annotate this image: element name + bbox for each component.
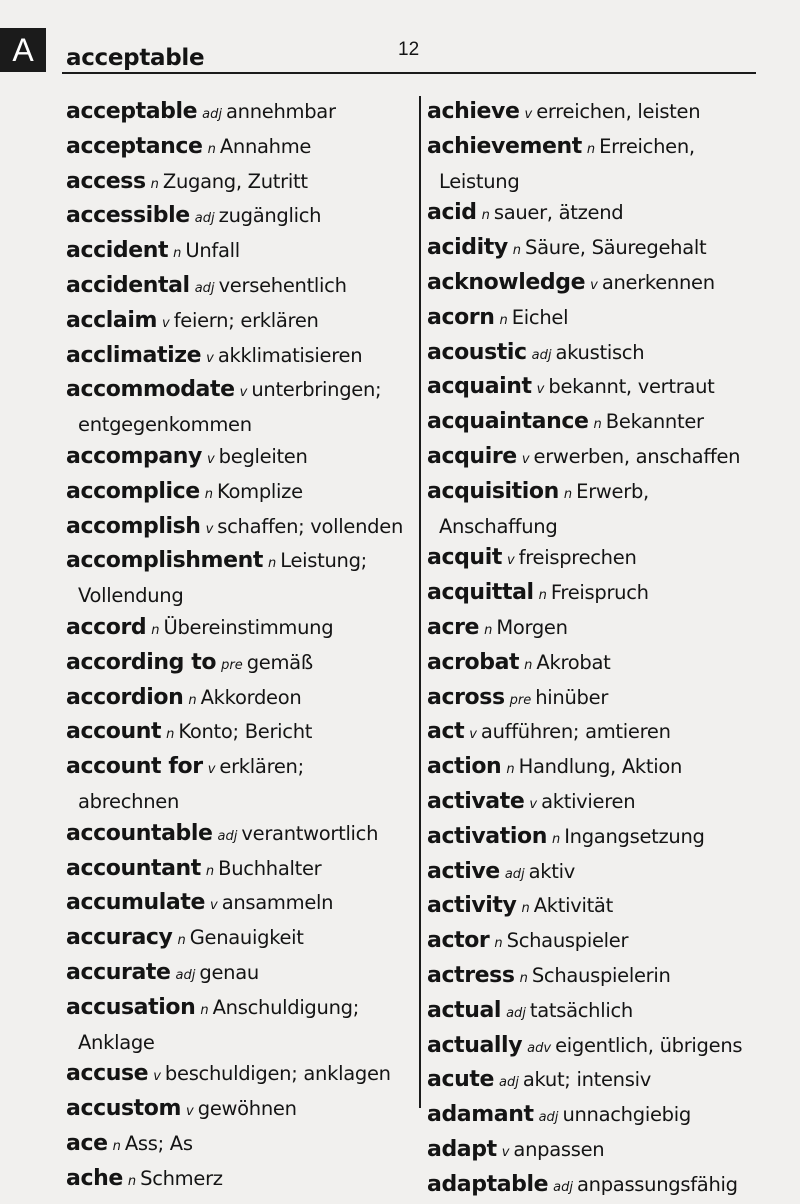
entry-word: acid — [427, 200, 477, 226]
entry-pos: n — [586, 141, 596, 157]
dictionary-entry — [66, 511, 414, 546]
entry-pos: n — [499, 312, 508, 328]
entry-word: across — [427, 684, 505, 710]
dictionary-entry — [427, 302, 793, 337]
entry-pos: n — [484, 622, 493, 638]
entry-pos: n — [166, 727, 175, 743]
entry-translation: versehentlich — [218, 273, 347, 297]
entry-word: accidental — [66, 272, 190, 298]
entry-word: accomplice — [66, 478, 200, 504]
entry-translation: Komplize — [217, 479, 303, 503]
entry-translation: akustisch — [555, 340, 645, 364]
right-column — [427, 96, 793, 1204]
dictionary-entry — [427, 786, 793, 821]
dictionary-entry — [427, 821, 793, 856]
entry-translation: Aktivität — [533, 894, 613, 918]
entry-word: according to — [66, 649, 217, 675]
dictionary-entry — [427, 96, 793, 131]
entry-word: acclimatize — [66, 342, 202, 368]
dictionary-entry — [427, 1134, 793, 1169]
dictionary-entry — [427, 1099, 793, 1134]
entry-translation: Erwerb, — [576, 479, 649, 503]
entry-word: acclaim — [66, 307, 157, 333]
dictionary-entry — [66, 853, 414, 888]
entry-pos: adj — [504, 866, 525, 882]
entry-translation: gewöhnen — [197, 1097, 297, 1121]
dictionary-entry — [66, 818, 414, 853]
entry-pos: n — [593, 417, 602, 433]
entry-translation: eigentlich, übrigens — [555, 1033, 743, 1057]
entry-pos: n — [538, 588, 547, 604]
entry-pos: n — [481, 208, 490, 224]
entry-word: accurate — [66, 959, 171, 985]
entry-word: acquire — [427, 443, 517, 469]
dictionary-entry — [427, 751, 793, 786]
entry-pos: v — [524, 107, 533, 122]
entry-pos: v — [206, 350, 214, 366]
entry-word: actress — [427, 962, 515, 988]
dictionary-entry — [66, 887, 414, 922]
entry-translation: beschuldigen; anklagen — [164, 1062, 391, 1086]
dictionary-entry — [66, 441, 414, 476]
entry-pos: n — [205, 863, 215, 879]
entry-word: accomplish — [66, 513, 201, 539]
entry-pos: adv — [527, 1040, 552, 1056]
entry-pos: adj — [217, 828, 238, 844]
entry-translation-continued: Vollendung — [78, 584, 184, 608]
entry-word: accuse — [66, 1061, 149, 1087]
dictionary-entry — [66, 166, 414, 201]
dictionary-entry — [66, 957, 414, 992]
dictionary-entry — [66, 1093, 414, 1128]
entry-word: accomplishment — [66, 548, 263, 574]
entry-word: active — [427, 858, 500, 884]
entry-translation: Handlung, Aktion — [518, 755, 683, 779]
dictionary-entry — [66, 340, 414, 375]
dictionary-entry — [427, 131, 793, 166]
entry-pos: adj — [553, 1179, 574, 1195]
dictionary-entry — [427, 232, 793, 267]
entry-word: activity — [427, 893, 517, 919]
entry-translation: begleiten — [218, 444, 308, 468]
entry-pos: n — [204, 486, 214, 502]
entry-word: accustom — [66, 1096, 182, 1122]
entry-translation: aktivieren — [541, 789, 636, 813]
entry-pos: n — [173, 246, 182, 262]
entry-translation: ansammeln — [221, 891, 334, 915]
entry-pos: adj — [194, 211, 215, 227]
dictionary-entry — [427, 542, 793, 577]
entry-pos: v — [207, 762, 216, 778]
entry-pos: n — [177, 933, 186, 949]
dictionary-entry — [66, 647, 414, 682]
entry-pos: v — [536, 382, 545, 398]
entry-translation: Konto; Bericht — [178, 720, 313, 744]
entry-pos: v — [469, 727, 477, 743]
entry-word: activate — [427, 788, 525, 814]
entry-translation: unterbringen; — [251, 378, 382, 402]
entry-word: accountant — [66, 855, 201, 881]
entry-translation: zugänglich — [218, 204, 322, 228]
entry-word: accessible — [66, 203, 190, 229]
dictionary-entry — [427, 716, 793, 751]
entry-translation: Freispruch — [550, 581, 649, 605]
entry-translation: anpassungsfähig — [577, 1172, 738, 1196]
dictionary-entry — [66, 1128, 414, 1163]
entry-translation: Leistung; — [280, 549, 367, 573]
dictionary-entry — [66, 1058, 414, 1093]
dictionary-entry — [427, 925, 793, 960]
entry-translation: Annahme — [219, 134, 312, 158]
entry-pos: v — [186, 1104, 194, 1120]
entry-pos: v — [506, 553, 515, 569]
entry-word: accumulate — [66, 890, 206, 916]
entry-translation: genau — [199, 960, 259, 984]
entry-word: acute — [427, 1067, 494, 1093]
entry-translation: Zugang, Zutritt — [162, 169, 308, 193]
entry-pos: pre — [221, 657, 243, 673]
dictionary-entry — [427, 1169, 793, 1204]
dictionary-entry — [427, 960, 793, 995]
entry-translation: hinüber — [535, 685, 609, 709]
entry-translation: Schmerz — [140, 1166, 223, 1190]
entry-word: acquisition — [427, 478, 559, 504]
dictionary-entry — [427, 197, 793, 232]
entry-translation: feiern; erklären — [173, 308, 319, 332]
entry-word: account for — [66, 754, 203, 780]
entry-word: accord — [66, 614, 147, 640]
entry-word: acceptance — [66, 133, 203, 159]
entry-pos: adj — [538, 1110, 559, 1126]
entry-pos: n — [521, 901, 530, 917]
dictionary-entry — [427, 577, 793, 612]
entry-translation: annehmbar — [226, 100, 336, 123]
dictionary-entry — [427, 267, 793, 302]
entry-pos: v — [206, 451, 215, 467]
entry-pos: adj — [506, 1005, 526, 1021]
entry-translation: Ass; As — [124, 1131, 193, 1155]
entry-translation: Morgen — [496, 615, 568, 639]
entry-word: activation — [427, 823, 547, 849]
entry-word: actual — [427, 997, 502, 1023]
entry-word: accuracy — [66, 925, 173, 951]
dictionary-entry — [427, 612, 793, 647]
entry-pos: v — [590, 277, 598, 293]
dictionary-entry — [427, 406, 793, 441]
entry-translation: unnachgiebig — [562, 1103, 691, 1127]
entry-translation: Buchhalter — [218, 856, 322, 880]
dictionary-entry — [427, 1030, 793, 1065]
entry-translation: schaffen; vollenden — [217, 514, 404, 538]
entry-word: accommodate — [66, 377, 235, 403]
entry-translation-continued: entgegenkommen — [78, 413, 252, 437]
left-column — [66, 96, 414, 1198]
entry-translation: bekannt, vertraut — [548, 375, 715, 399]
entry-pos: v — [210, 898, 218, 914]
entry-pos: v — [521, 451, 530, 467]
entry-pos: n — [563, 486, 573, 502]
dictionary-entry — [66, 235, 414, 270]
entry-translation: Unfall — [185, 239, 240, 263]
entry-pos: v — [153, 1069, 161, 1085]
entry-translation: erwerben, anschaffen — [533, 444, 741, 468]
entry-translation: aufführen; amtieren — [480, 720, 671, 744]
entry-word: ache — [66, 1165, 123, 1191]
entry-translation: Übereinstimmung — [163, 615, 334, 639]
entry-pos: n — [494, 936, 503, 952]
entry-translation: akklimatisieren — [217, 343, 363, 367]
dictionary-entry — [66, 96, 414, 131]
letter-tab: A — [0, 28, 46, 72]
entry-translation-continued: abrechnen — [78, 789, 180, 813]
entry-pos: adj — [194, 280, 215, 296]
entry-translation: Eichel — [511, 305, 569, 329]
dictionary-entry — [427, 995, 793, 1030]
dictionary-entry — [66, 992, 414, 1027]
entry-pos: v — [161, 315, 170, 331]
entry-word: accompany — [66, 443, 202, 469]
entry-word: acquaint — [427, 374, 532, 400]
entry-pos: n — [188, 692, 197, 708]
entry-pos: n — [200, 1002, 209, 1018]
entry-translation: Akkordeon — [200, 685, 302, 709]
entry-word: acquittal — [427, 580, 534, 606]
dictionary-entry — [66, 716, 414, 751]
entry-translation: erreichen, leisten — [536, 100, 701, 123]
page-number: 12 — [398, 39, 420, 60]
entry-word: acidity — [427, 235, 508, 261]
dictionary-entry — [66, 612, 414, 647]
entry-pos: n — [112, 1138, 121, 1154]
entry-translation: erklären; — [219, 755, 304, 779]
entry-word: accusation — [66, 994, 196, 1020]
entry-pos: adj — [499, 1075, 519, 1091]
entry-pos: n — [151, 622, 160, 638]
entry-word: accordion — [66, 684, 184, 710]
entry-pos: v — [501, 1144, 510, 1160]
dictionary-entry — [427, 371, 793, 406]
entry-word: acceptable — [66, 99, 198, 124]
entry-word: adapt — [427, 1136, 497, 1162]
entry-translation: Akrobat — [536, 650, 611, 674]
entry-translation: Anschuldigung; — [212, 995, 359, 1019]
dictionary-entry — [66, 922, 414, 957]
dictionary-entry — [427, 856, 793, 891]
entry-word: acre — [427, 614, 480, 640]
entry-translation: Schauspieler — [506, 929, 629, 953]
dictionary-entry — [427, 1064, 793, 1099]
page-headword: acceptable — [66, 45, 205, 71]
entry-pos: n — [524, 657, 533, 673]
entry-word: adamant — [427, 1102, 534, 1128]
entry-pos: n — [506, 762, 515, 778]
entry-word: acoustic — [427, 339, 527, 365]
dictionary-entry — [427, 682, 793, 717]
dictionary-entry — [66, 270, 414, 305]
entry-translation: gemäß — [246, 650, 313, 674]
entry-pos: n — [150, 176, 159, 192]
entry-word: ace — [66, 1130, 108, 1156]
entry-word: access — [66, 168, 146, 194]
entry-translation: Säure, Säuregehalt — [525, 236, 707, 260]
dictionary-entry — [66, 374, 414, 409]
entry-word: acquit — [427, 545, 502, 571]
entry-word: acquaintance — [427, 409, 589, 435]
entry-translation-continued: Leistung — [439, 169, 520, 193]
dictionary-entry — [66, 545, 414, 580]
entry-pos: n — [127, 1173, 137, 1189]
entry-translation: anerkennen — [601, 270, 715, 294]
entry-translation: anpassen — [513, 1137, 605, 1161]
dictionary-entry — [427, 337, 793, 372]
entry-translation-continued: Anklage — [78, 1030, 155, 1054]
entry-pos: v — [529, 796, 538, 812]
entry-pos: v — [205, 521, 214, 537]
entry-translation: sauer, ätzend — [493, 201, 624, 225]
entry-pos: pre — [509, 692, 532, 708]
entry-translation: Genauigkeit — [189, 926, 304, 950]
entry-pos: adj — [531, 347, 552, 363]
entry-word: adaptable — [427, 1171, 549, 1197]
header-rule — [62, 72, 756, 74]
entry-translation: Bekannter — [605, 410, 704, 434]
dictionary-entry — [66, 1163, 414, 1198]
dictionary-entry — [66, 682, 414, 717]
entry-word: actor — [427, 928, 490, 954]
entry-word: accident — [66, 238, 169, 264]
entry-word: actually — [427, 1032, 523, 1058]
dictionary-entry — [427, 476, 793, 511]
entry-pos: v — [239, 385, 248, 401]
dictionary-entry — [66, 200, 414, 235]
entry-translation: Schauspielerin — [531, 963, 671, 987]
entry-translation: verantwortlich — [241, 821, 379, 845]
entry-word: acrobat — [427, 649, 520, 675]
entry-pos: n — [519, 970, 528, 986]
entry-word: achieve — [427, 99, 520, 124]
dictionary-entry — [66, 131, 414, 166]
entry-translation: Ingangsetzung — [564, 824, 705, 848]
dictionary-entry — [66, 476, 414, 511]
entry-word: act — [427, 719, 465, 745]
entry-pos: adj — [175, 967, 196, 983]
entry-word: account — [66, 719, 162, 745]
entry-translation: tatsächlich — [529, 998, 633, 1022]
dictionary-entry — [66, 751, 414, 786]
entry-pos: n — [207, 141, 216, 157]
entry-word: accountable — [66, 820, 213, 846]
entry-pos: n — [512, 243, 522, 259]
entry-translation-continued: Anschaffung — [439, 514, 558, 538]
entry-translation: Erreichen, — [599, 134, 695, 158]
entry-pos: adj — [202, 107, 223, 122]
entry-word: achievement — [427, 133, 582, 159]
entry-pos: n — [267, 556, 277, 572]
dictionary-entry — [427, 647, 793, 682]
dictionary-entry — [427, 441, 793, 476]
entry-word: action — [427, 754, 502, 780]
entry-word: acorn — [427, 304, 495, 330]
entry-translation: akut; intensiv — [522, 1068, 651, 1092]
column-divider — [419, 96, 421, 1108]
dictionary-entry — [427, 890, 793, 925]
entry-word: acknowledge — [427, 269, 586, 295]
entry-translation: aktiv — [528, 859, 576, 883]
dictionary-entry — [66, 305, 414, 340]
entry-translation: freisprechen — [518, 546, 637, 570]
entry-pos: n — [551, 831, 561, 847]
